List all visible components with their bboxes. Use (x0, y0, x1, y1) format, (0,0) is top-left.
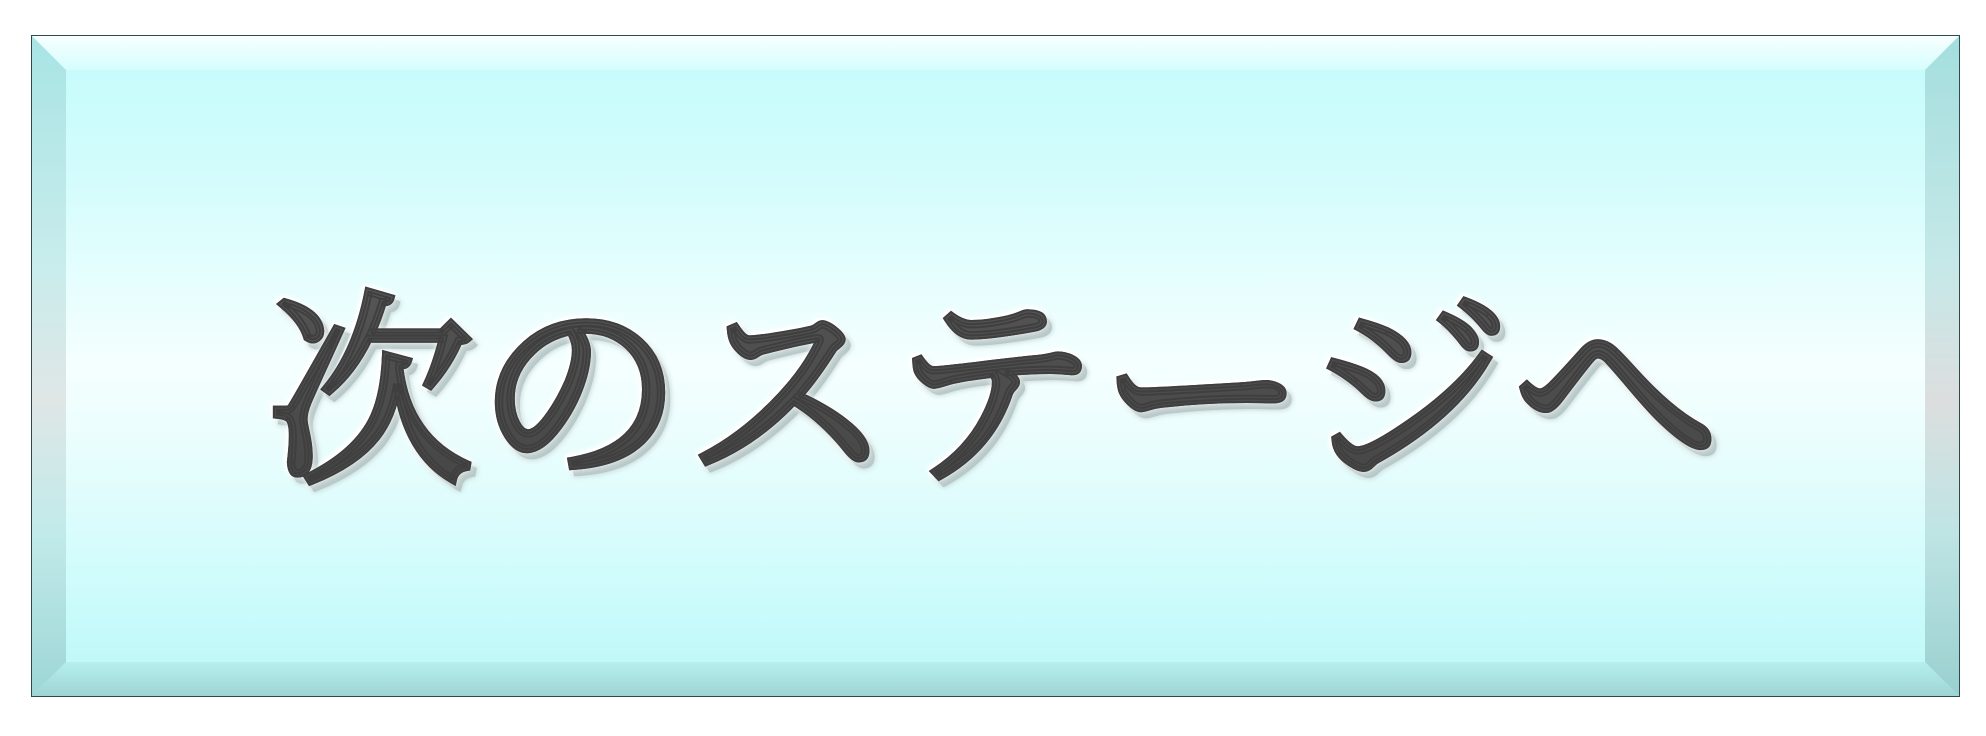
next-stage-button[interactable] (31, 35, 1960, 697)
next-stage-label: 次のステージへ (32, 36, 1959, 696)
